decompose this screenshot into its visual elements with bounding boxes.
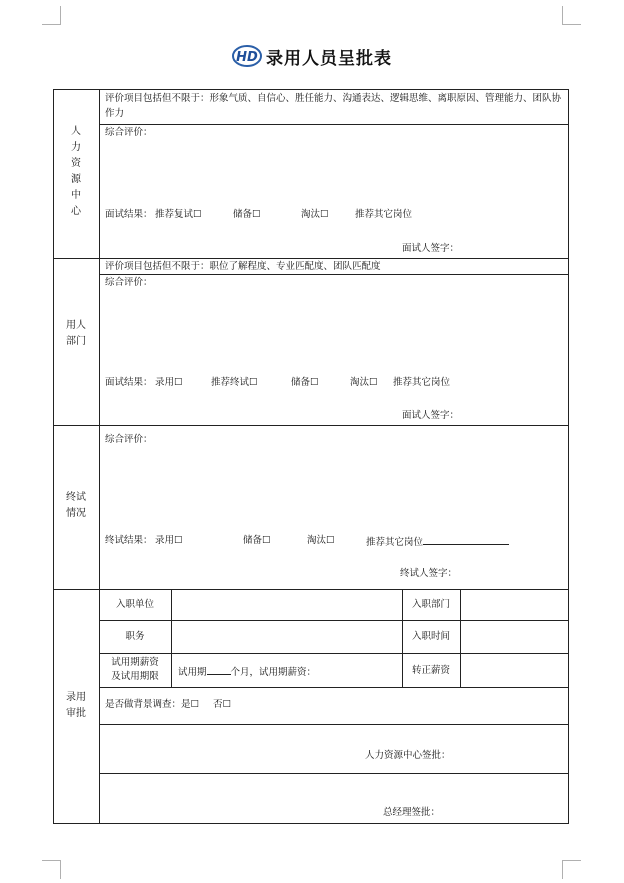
bg-check-yes-checkbox[interactable]: 是☐ [181,699,200,710]
probation-period-field[interactable]: 试用期 个月，试用期薪资： [178,664,316,680]
logo-text: HD [236,50,258,65]
final-comprehensive-eval-label: 综合评价： [105,434,153,445]
hr-center-label: 人 力 资 源 中 心 [71,126,81,217]
position-label: 职务 [125,631,145,642]
bg-check-no-checkbox[interactable]: 否☐ [213,699,232,710]
page-title: 录用人员呈批表 [266,48,392,69]
hr-result-label: 面试结果： [105,209,153,220]
hiring-approval-label: 录用 审批 [66,692,86,719]
dept-option-reserve-checkbox[interactable]: 储备☐ [291,377,319,388]
hr-option-eliminate-checkbox[interactable]: 淘汰☐ [301,209,329,220]
dept-result-label: 面试结果： [105,377,153,388]
hr-option-other-position[interactable]: 推荐其它岗位 [355,209,413,220]
entry-time-label: 入职时间 [411,631,450,642]
final-interview-label: 终试 情况 [66,492,86,519]
final-option-hire-checkbox[interactable]: 录用☐ [155,535,183,546]
dept-option-eliminate-checkbox[interactable]: 淘汰☐ [350,377,378,388]
label-column-divider [99,89,100,824]
dept-comprehensive-eval-label: 综合评价： [105,277,153,288]
gm-approval-signature[interactable]: 总经理签批： [383,807,441,818]
final-option-eliminate-checkbox[interactable]: 淘汰☐ [307,535,335,546]
entry-dept-label: 入职部门 [411,599,450,610]
hr-criteria-text: 评价项目包括但不限于：形象气质、自信心、胜任能力、沟通表达、逻辑思维、离职原因、管理能力、团队协作力 [105,93,562,119]
hr-option-recommend-retest-checkbox[interactable]: 推荐复试☐ [155,209,202,220]
entry-unit-label: 入职单位 [115,599,154,610]
crop-mark-top-left [42,6,61,25]
probation-months-blank[interactable] [207,664,231,675]
final-result-label: 终试结果： [105,535,153,546]
company-logo-icon [232,44,262,68]
dept-option-hire-checkbox[interactable]: 录用☐ [155,377,183,388]
final-interviewer-signature[interactable]: 终试人签字： [400,568,458,579]
hr-center-approval-signature[interactable]: 人力资源中心签批： [365,750,451,761]
dept-interviewer-signature[interactable]: 面试人签字： [402,410,460,421]
dept-criteria-text: 评价项目包括但不限于：职位了解程度、专业匹配度、团队匹配度 [105,261,381,272]
hr-interviewer-signature[interactable]: 面试人签字： [402,243,460,254]
dept-option-other-position[interactable]: 推荐其它岗位 [393,377,451,388]
final-option-other-position[interactable]: 推荐其它岗位 [366,534,509,550]
crop-mark-bottom-right [562,860,581,879]
hiring-dept-label: 用人 部门 [66,320,86,347]
regular-salary-label: 转正薪资 [411,665,450,676]
final-option-reserve-checkbox[interactable]: 储备☐ [243,535,271,546]
background-check-question: 是否做背景调查：是☐ 否☐ [105,699,232,710]
hr-option-reserve-checkbox[interactable]: 储备☐ [233,209,261,220]
approval-form-table [53,89,569,824]
crop-mark-bottom-left [42,860,61,879]
hr-comprehensive-eval-label: 综合评价： [105,127,153,138]
probation-salary-label: 试用期薪资 及试用期限 [111,657,159,682]
other-position-blank[interactable] [423,534,509,545]
header [0,42,624,70]
dept-option-recommend-final-checkbox[interactable]: 推荐终试☐ [211,377,258,388]
crop-mark-top-right [562,6,581,25]
